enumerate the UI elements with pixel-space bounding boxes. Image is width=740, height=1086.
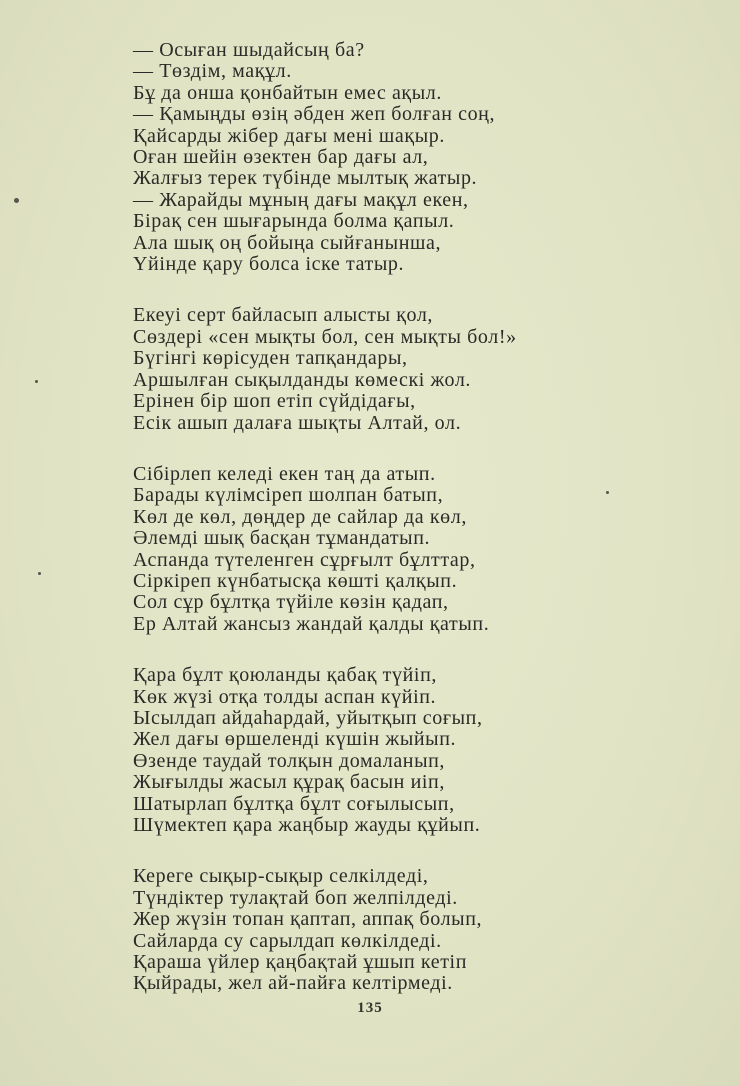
poem-line: Ер Алтай жансыз жандай қалды қатып. (133, 612, 490, 635)
stanza-2 (133, 305, 593, 433)
poem-line: Аршылған сықылданды көмескі жол. (133, 368, 471, 391)
poem-line: Сайларда су сарылдап көлкілдеді. (133, 929, 442, 952)
margin-speck (14, 198, 19, 203)
poem-line: Жер жүзін топан қаптап, аппақ болып, (133, 908, 483, 931)
poem-line: Түндіктер тулақтай боп желпілдеді. (133, 886, 458, 909)
poem-line: Сол сұр бұлтқа түйіле көзін қадап, (133, 591, 449, 614)
poem-line: Өзенде таудай толқын домаланып, (133, 749, 446, 772)
poem-line: Оған шейін өзектен бар дағы ал, (133, 146, 429, 169)
poem-line: Әлемді шық басқан тұмандатып. (133, 527, 431, 550)
poem-line: Жығылды жасыл құрақ басын иіп, (133, 771, 445, 794)
poem-line: Жел дағы өршеленді күшін жыйып. (133, 728, 457, 751)
poem-line: — Осыған шыдайсың ба? (133, 39, 365, 61)
poem-line: Екеуі серт байласып алысты қол, (133, 304, 434, 327)
poem-line: Көл де көл, дөңдер де сайлар да көл, (133, 505, 467, 528)
poem-line: Сібірлеп келеді екен таң да атып. (133, 462, 436, 485)
poem-line: Аспанда түтеленген сұрғылт бұлттар, (133, 548, 476, 571)
poem-line: Ысылдап айдаһардай, уйытқып соғып, (133, 706, 483, 729)
margin-speck (35, 380, 38, 383)
poem-line: — Қамыңды өзің әбден жеп болған соң, (133, 103, 496, 126)
poem-line: Жалғыз терек түбінде мылтық жатыр. (133, 167, 478, 190)
poem-line: Есік ашып далаға шықты Алтай, ол. (133, 411, 462, 434)
poem-line: Қара бұлт қоюланды қабақ түйіп, (133, 664, 437, 687)
poem-line: Бірақ сен шығарында болма қапыл. (133, 210, 455, 233)
poem-line: Ерінен бір шоп етіп сүйдідағы, (133, 390, 416, 413)
poem-line: — Төздім, мақұл. (133, 60, 292, 83)
poem-line: Бүгінгі көрісуден тапқандары, (133, 347, 408, 370)
page-number: 135 (357, 1000, 383, 1016)
stanza-4 (133, 665, 593, 836)
poem-line: Шатырлап бұлтқа бұлт соғылысып, (133, 792, 455, 815)
poem-line: Қайсарды жібер дағы мені шақыр. (133, 124, 445, 147)
poem-line: Шүмектеп қара жаңбыр жауды құйып. (133, 814, 481, 836)
poem-line: Барады күлімсіреп шолпан батып, (133, 484, 444, 507)
poem-line: Бұ да онша қонбайтын емес ақыл. (133, 81, 442, 104)
poem-line: Кереге сықыр-сықыр селкілдеді, (133, 865, 429, 888)
poem-line: Үйінде қару болса іске татыр. (133, 253, 405, 276)
poem-line: — Жарайды мұның дағы мақұл екен, (133, 188, 469, 211)
poem-line: Сіркіреп күнбатысқа көшті қалқып. (133, 569, 458, 592)
poem-line: Қыйрады, жел ай-пайға келтірмеді. (133, 972, 453, 995)
margin-speck (606, 491, 609, 494)
stanza-3 (133, 464, 593, 635)
poem-line: Көк жүзі отқа толды аспан күйіп. (133, 685, 437, 708)
margin-speck (38, 572, 41, 575)
stanza-1 (133, 40, 593, 275)
poem-text (133, 40, 593, 1025)
stanza-5 (133, 866, 593, 994)
poem-line: Сөздері «сен мықты бол, сен мықты бол!» (133, 325, 517, 348)
poem-line: Ала шық оң бойыңа сыйғанынша, (133, 231, 442, 254)
poem-line: Қараша үйлер қаңбақтай ұшып кетіп (133, 951, 467, 974)
